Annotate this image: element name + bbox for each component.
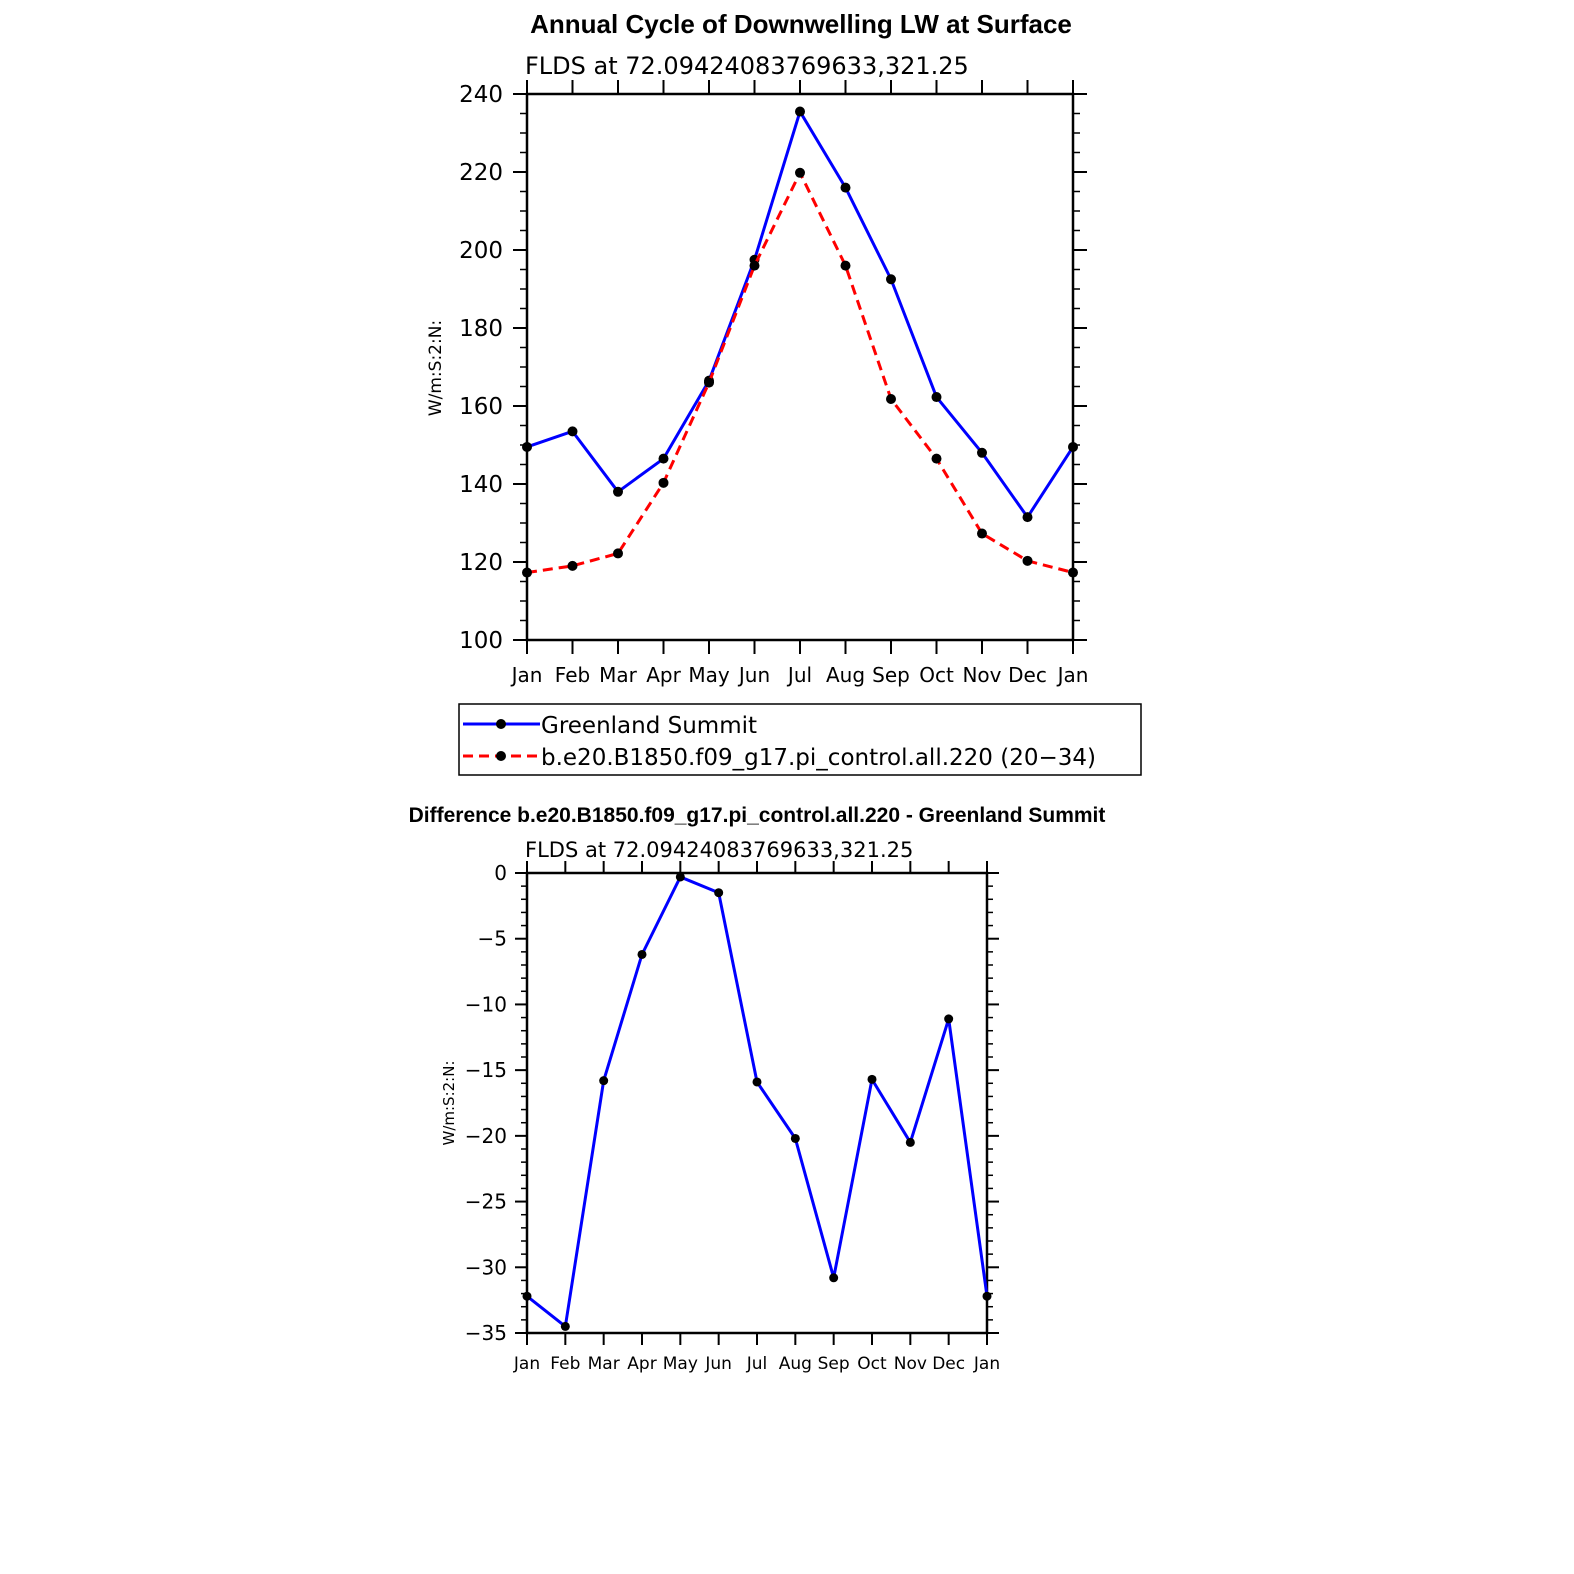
- x-tick-label: Feb: [550, 1354, 581, 1374]
- y-tick-label: 120: [459, 550, 503, 577]
- y-tick-label: 100: [459, 628, 503, 655]
- data-point: [932, 392, 942, 402]
- data-point: [561, 1322, 570, 1331]
- axes: [465, 861, 1000, 1374]
- chart-title: Difference b.e20.B1850.f09_g17.pi_control.all.220 - Greenland Summit: [408, 804, 1106, 827]
- y-tick-label: 140: [459, 472, 503, 499]
- y-tick-label: −35: [464, 1321, 507, 1345]
- data-point: [753, 1077, 762, 1086]
- y-tick-label: −15: [464, 1058, 507, 1083]
- data-point: [1023, 512, 1033, 522]
- x-tick-label: Jan: [513, 1354, 541, 1374]
- data-point: [714, 888, 723, 897]
- data-point: [841, 261, 851, 271]
- data-point: [886, 274, 896, 284]
- y-axis-label: W/m:S:2:N:: [426, 319, 446, 417]
- x-tick-label: Apr: [627, 1354, 657, 1374]
- x-tick-label: Nov: [962, 663, 1002, 687]
- x-tick-label: Feb: [554, 663, 591, 687]
- data-point: [886, 394, 896, 404]
- data-point: [522, 568, 532, 578]
- legend-marker-greenland: [496, 719, 506, 729]
- x-tick-label: Aug: [825, 663, 866, 687]
- data-point: [568, 561, 578, 571]
- data-point: [868, 1075, 877, 1084]
- chart-subtitle: FLDS at 72.09424083769633,321.25: [525, 52, 969, 80]
- x-tick-label: Jun: [705, 1354, 732, 1374]
- y-tick-label: −30: [464, 1255, 507, 1280]
- y-tick-label: 180: [459, 316, 503, 343]
- x-tick-label: Apr: [646, 663, 681, 687]
- difference-chart: [409, 804, 1106, 1374]
- y-tick-label: −5: [477, 926, 507, 951]
- data-point: [523, 1292, 532, 1301]
- x-tick-label: Jul: [787, 663, 813, 687]
- legend: [459, 704, 1141, 775]
- x-tick-label: Nov: [893, 1354, 927, 1374]
- x-tick-label: Jul: [746, 1354, 768, 1374]
- data-point: [750, 261, 760, 271]
- x-tick-label: Oct: [919, 663, 954, 687]
- data-point: [829, 1273, 838, 1282]
- data-point: [676, 872, 685, 881]
- y-tick-label: 0: [494, 861, 507, 885]
- data-point: [795, 107, 805, 117]
- y-tick-label: −20: [464, 1123, 507, 1148]
- x-tick-label: Jun: [738, 663, 771, 687]
- series-line-0: [527, 877, 987, 1326]
- x-tick-label: Sep: [872, 663, 910, 687]
- data-point: [568, 426, 578, 436]
- y-tick-label: −10: [464, 992, 507, 1017]
- legend-marker-model: [496, 751, 506, 761]
- data-point: [599, 1076, 608, 1085]
- x-tick-label: Jan: [1057, 663, 1089, 687]
- plot-frame: [527, 873, 987, 1333]
- x-tick-label: Sep: [817, 1354, 850, 1374]
- y-tick-label: 160: [459, 394, 503, 421]
- data-point: [983, 1292, 992, 1301]
- data-point: [932, 454, 942, 464]
- x-tick-label: Dec: [932, 1354, 966, 1374]
- x-tick-label: May: [688, 663, 730, 687]
- y-tick-label: 220: [459, 160, 503, 187]
- data-point: [613, 487, 623, 497]
- chart-title: Annual Cycle of Downwelling LW at Surface: [530, 9, 1072, 39]
- data-point: [659, 478, 669, 488]
- y-tick-label: 200: [459, 238, 503, 265]
- y-axis-label: W/m:S:2:N:: [440, 1060, 458, 1146]
- data-point: [944, 1014, 953, 1023]
- data-point: [795, 168, 805, 178]
- x-tick-label: Jan: [973, 1354, 1001, 1374]
- y-tick-label: −25: [464, 1189, 507, 1214]
- data-point: [1023, 556, 1033, 566]
- data-point: [613, 548, 623, 558]
- data-point: [659, 454, 669, 464]
- series-group: [523, 872, 992, 1330]
- data-point: [977, 448, 987, 458]
- chart-subtitle: FLDS at 72.09424083769633,321.25: [525, 838, 914, 862]
- x-tick-label: Oct: [857, 1354, 887, 1374]
- data-point: [1068, 442, 1078, 452]
- x-tick-label: Aug: [778, 1354, 812, 1374]
- x-tick-label: Mar: [599, 663, 637, 687]
- x-tick-label: Dec: [1008, 663, 1047, 687]
- data-point: [522, 442, 532, 452]
- data-point: [841, 183, 851, 193]
- y-tick-label: 240: [459, 82, 503, 109]
- data-point: [906, 1138, 915, 1147]
- legend-label-model: b.e20.B1850.f09_g17.pi_control.all.220 (20−34): [541, 745, 1096, 771]
- annual-cycle-chart: [426, 9, 1141, 775]
- x-tick-label: May: [662, 1354, 698, 1374]
- data-point: [1068, 568, 1078, 578]
- x-tick-label: Jan: [511, 663, 543, 687]
- data-point: [977, 529, 987, 539]
- data-point: [704, 378, 714, 388]
- axes: [459, 80, 1088, 687]
- data-point: [638, 950, 647, 959]
- x-tick-label: Mar: [587, 1354, 620, 1374]
- series-line-1: [527, 173, 1073, 573]
- series-group: [522, 107, 1078, 578]
- legend-label-greenland: Greenland Summit: [541, 713, 758, 739]
- data-point: [791, 1134, 800, 1143]
